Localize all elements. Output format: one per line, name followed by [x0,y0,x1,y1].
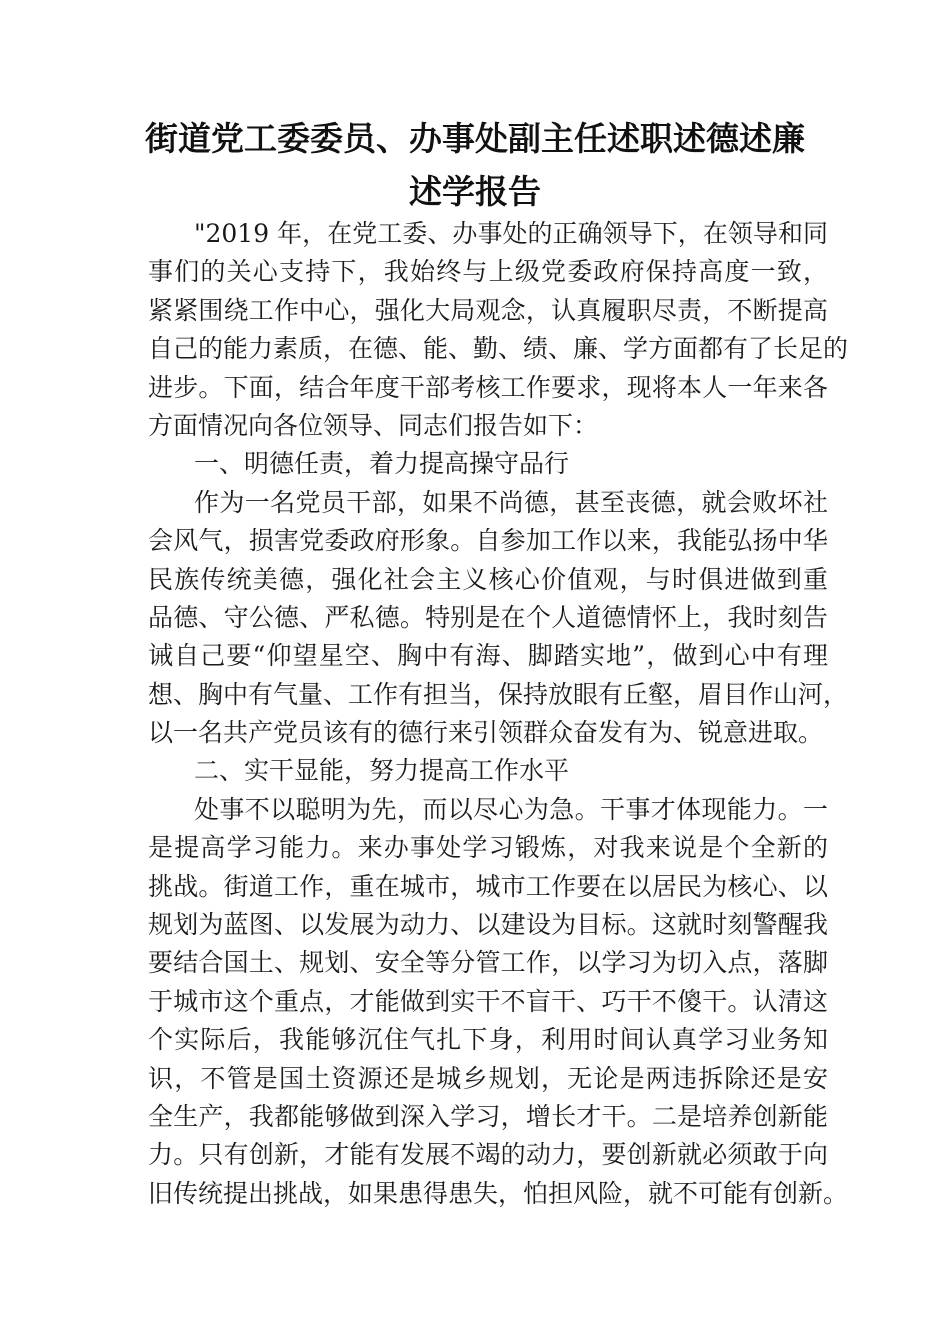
paragraph-section-2-line: 挑战。街道工作，重在城市，城市工作要在以居民为核心、以 [148,871,828,901]
document-title [130,112,820,218]
paragraph-section-2-line: 是提高学习能力。来办事处学习锻炼，对我来说是个全新的 [148,833,828,863]
paragraph-section-2-line: 规划为蓝图、以发展为动力、以建设为目标。这就时刻警醒我 [148,910,828,940]
paragraph-section-2-line: 要结合国土、规划、安全等分管工作，以学习为切入点，落脚 [148,948,828,978]
paragraph-intro-line: 自己的能力素质，在德、能、勤、绩、廉、学方面都有了长足的 [148,334,849,364]
paragraph-intro-line: 方面情况向各位领导、同志们报告如下： [148,410,599,440]
paragraph-section-1-line: 作为一名党员干部，如果不尚德，甚至丧德，就会败坏社 [194,487,828,517]
paragraph-intro-line: 进步。下面，结合年度干部考核工作要求，现将本人一年来各 [148,372,828,402]
document-body [148,215,849,1213]
section-heading-1: 一、明德任责，着力提高操守品行 [194,449,570,479]
paragraph-section-2-line: 识，不管是国土资源还是城乡规划，无论是两违拆除还是安 [148,1063,828,1093]
document-title-line-1: 街道党工委委员、办事处副主任述职述德述廉 [145,119,805,158]
paragraph-section-1-line: 想、胸中有气量、工作有担当，保持放眼有丘壑，眉目作山河， [148,679,849,709]
paragraph-section-1-line: 以一名共产党员该有的德行来引领群众奋发有为、锐意进取。 [148,718,824,748]
paragraph-section-2-line: 个实际后，我能够沉住气扎下身，利用时间认真学习业务知 [148,1025,828,1055]
paragraph-intro-line: 紧紧围绕工作中心，强化大局观念，认真履职尽责，不断提高 [148,295,828,325]
paragraph-section-2-line: 力。只有创新，才能有发展不竭的动力，要创新就必须敢于向 [148,1140,828,1170]
paragraph-section-1-line: 民族传统美德，强化社会主义核心价值观，与时俱进做到重 [148,564,828,594]
paragraph-section-1-line: 品德、守公德、严私德。特别是在个人道德情怀上，我时刻告 [148,602,828,632]
paragraph-intro-line: "2019 年，在党工委、办事处的正确领导下，在领导和同 [194,219,828,248]
document-title-line-2: 述学报告 [409,172,541,211]
paragraph-section-2-line: 旧传统提出挑战，如果患得患失，怕担风险，就不可能有创新。 [148,1178,849,1208]
paragraph-section-2-line: 处事不以聪明为先，而以尽心为急。干事才体现能力。一 [194,794,828,824]
paragraph-section-1-line: 会风气，损害党委政府形象。自参加工作以来，我能弘扬中华 [148,526,828,556]
paragraph-section-2-line: 全生产，我都能够做到深入学习，增长才干。二是培养创新能 [148,1101,828,1131]
section-heading-2: 二、实干显能，努力提高工作水平 [194,756,570,786]
paragraph-intro-line: 事们的关心支持下，我始终与上级党委政府保持高度一致， [148,257,828,287]
paragraph-section-1-line: 诫自己要“仰望星空、胸中有海、脚踏实地”，做到心中有理 [148,641,828,671]
paragraph-section-2-line: 于城市这个重点，才能做到实干不盲干、巧干不傻干。认清这 [148,986,828,1016]
